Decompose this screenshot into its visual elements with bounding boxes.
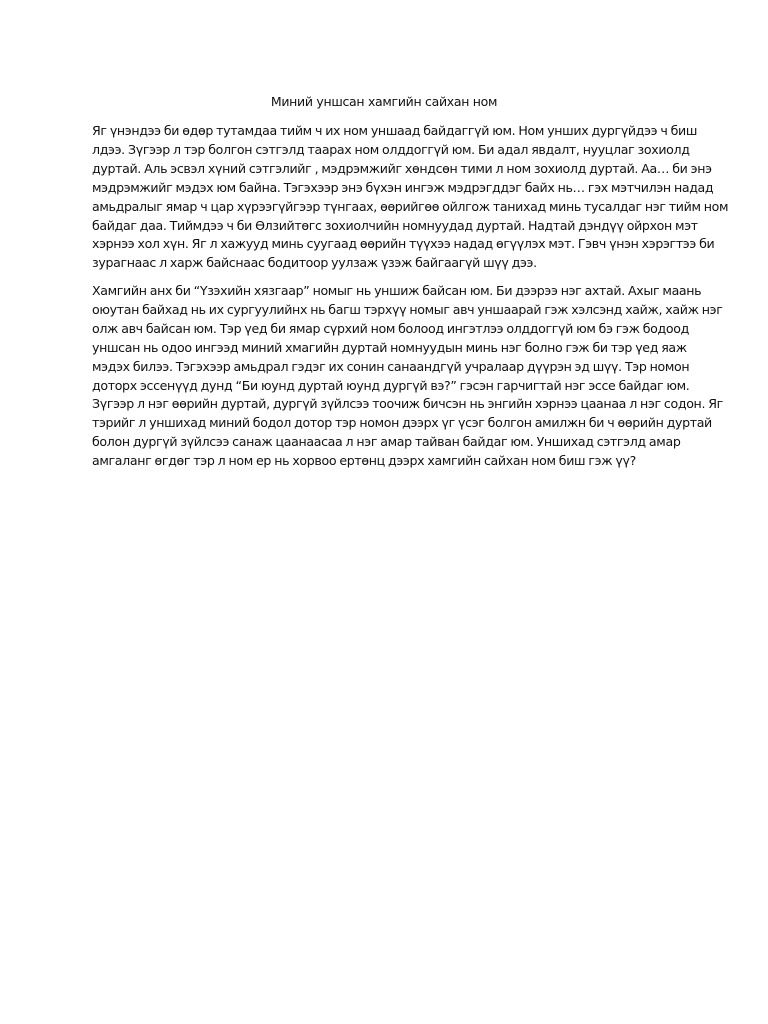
text-line: тэрийг л уншихад миний бодол дотор тэр номон дээрх үг үсэг болгон амилжн би ч өөрийн дуртай xyxy=(92,415,712,431)
paragraph-2 xyxy=(92,282,723,471)
text-line: болон дургүй зүйлсээ санаж цаанаасаа л нэг амар тайван байдаг юм. Уншихад сэтгэлд амар xyxy=(92,434,681,450)
text-line: оюутан байхад нь их сургуулийнх нь багш тэрхүү номыг авч уншаарай гэж хэлсэнд хайж, хайж нэг xyxy=(92,301,723,317)
text-line: мэдрэмжийг мэдэх юм байна. Тэгэхээр энэ бүхэн ингэж мэдрэгддэг байх нь… гэх мэтчилэн надад xyxy=(92,179,714,195)
text-line: байдаг даа. Тиймдээ ч би Өлзийтөгс зохиолчийн номнуудад дуртай. Надтай дэндүү ойрхон мэт xyxy=(92,217,698,233)
text-line: Зүгээр л нэг өөрийн дуртай, дургүй зүйлсээ тоочиж бичсэн нь энгийн хэрнээ цаанаа л нэг содон. Яг xyxy=(92,396,723,412)
text-line: зурагнаас л харж байснаас бодитоор уулзаж үзэж байгаагүй шүү дээ. xyxy=(92,255,537,271)
text-line: Яг үнэндээ би өдөр тутамдаа тийм ч их ном уншаад байдаггүй юм. Ном унших дургүйдээ ч биш xyxy=(92,123,698,138)
text-line: уншсан нь одоо ингээд миний хмагийн дуртай номнуудын минь нэг болно гэж би тэр үед яаж xyxy=(92,339,687,355)
paragraph-1 xyxy=(92,122,729,273)
text-line: олж авч байсан юм. Тэр үед би ямар сүрхий ном болоод ингэтлээ олддоггүй юм бэ гэж бодоод xyxy=(92,320,689,336)
text-line: доторх эссенүүд дунд “Би юунд дуртай юунд дургүй вэ?” гэсэн гарчигтай нэг эссе байдаг юм. xyxy=(92,377,690,393)
text-line: Хамгийн анх би “Үзэхийн хязгаар” номыг нь уншиж байсан юм. Би дээрээ нэг ахтай. Ахыг маань xyxy=(92,283,702,298)
text-line: хэрнээ хол хүн. Яг л хажууд минь суугаад өөрийн түүхээ надад өгүүлэх мэт. Гэвч үнэн хэрэгтээ би xyxy=(92,236,715,252)
document-title: Миний уншсан хамгийн сайхан ном xyxy=(270,94,498,109)
text-line: лдээ. Зүгээр л тэр болгон сэтгэлд таарах ном олддоггүй юм. Би адал явдалт, нууцлаг зохиолд xyxy=(92,141,690,157)
text-line: дуртай. Аль эсвэл хүний сэтгэлийг , мэдрэмжийг хөндсөн тими л ном зохиолд дуртай. Аа… би энэ xyxy=(92,160,712,176)
text-line: амгаланг өгдөг тэр л ном ер нь хорвоо ертөнц дээрх хамгийн сайхан ном биш гэж үү? xyxy=(92,453,636,469)
text-line: мэдэх билээ. Тэгэхээр амьдрал гэдэг их сонин санаандгүй учралаар дүүрэн эд шүү. Тэр номон xyxy=(92,358,690,374)
text-line: амьдралыг ямар ч цар хүрээгүйгээр түнгаах, өөрийгөө ойлгож танихад минь тусалдаг нэг тийм ном xyxy=(92,198,729,214)
